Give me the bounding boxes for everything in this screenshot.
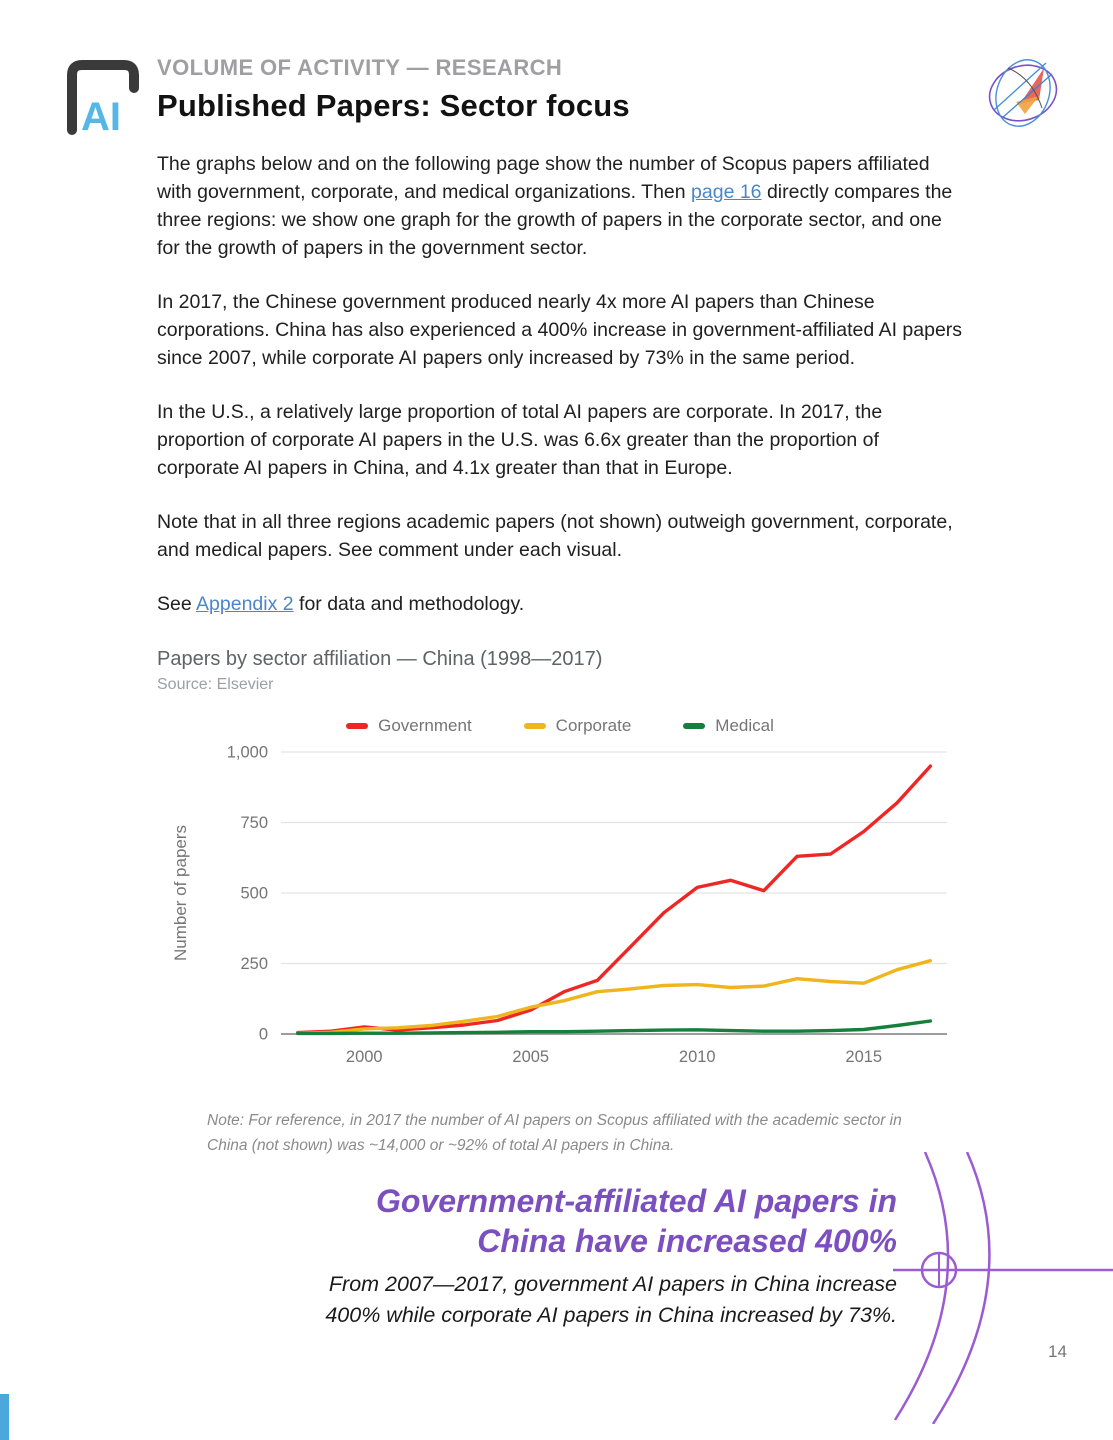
legend-label-corporate: Corporate bbox=[555, 716, 632, 735]
y-tick-label: 0 bbox=[258, 1025, 268, 1044]
page-number: 14 bbox=[1048, 1342, 1067, 1361]
purple-decoration bbox=[885, 1152, 1113, 1424]
content-column bbox=[157, 150, 963, 1331]
callout-heading-line1: Government-affiliated AI papers in bbox=[376, 1182, 897, 1219]
callout-heading-line2: China have increased 400% bbox=[477, 1222, 897, 1259]
callout-block bbox=[157, 1181, 897, 1331]
callout-body-line1: From 2007—2017, government AI papers in China increase bbox=[328, 1271, 897, 1296]
y-tick-label: 1,000 bbox=[226, 743, 268, 762]
x-tick-label: 2000 bbox=[345, 1048, 383, 1066]
paragraph-5 bbox=[157, 590, 963, 618]
paragraph-3: In the U.S., a relatively large proportion of total AI papers are corporate. In 2017, the proportion of corporate AI papers in the U.S. was 6.6x greater than the proportion of corporate AI papers in China, and 4.1x greater than that in Europe. bbox=[157, 401, 883, 479]
paragraph-1 bbox=[157, 150, 963, 262]
legend-label-medical: Medical bbox=[715, 716, 774, 735]
x-tick-label: 2010 bbox=[678, 1048, 716, 1066]
sphere-ellipse-2 bbox=[987, 52, 1059, 134]
page-title: Published Papers: Sector focus bbox=[157, 88, 630, 123]
chart-legend bbox=[157, 716, 963, 736]
legend-item-corporate bbox=[524, 716, 632, 736]
header bbox=[0, 0, 1113, 124]
legend-label-government: Government bbox=[378, 716, 472, 735]
ai-index-logo-icon bbox=[58, 58, 146, 138]
appendix-2-link[interactable]: Appendix 2 bbox=[196, 593, 294, 615]
paragraph-2: In 2017, the Chinese government produced nearly 4x more AI papers than Chinese corporations. China has also experienced a 400% increase in government-affiliated AI papers since 2007, while corporate AI papers only increased by 73% in the same period. bbox=[157, 291, 963, 369]
purple-decoration-icon bbox=[885, 1152, 1113, 1424]
y-tick-label: 500 bbox=[240, 884, 268, 903]
y-tick-label: 750 bbox=[240, 814, 268, 832]
callout-heading bbox=[157, 1181, 897, 1261]
paragraph-5-text: See bbox=[157, 593, 197, 615]
chart-area bbox=[169, 740, 963, 1075]
x-tick-label: 2015 bbox=[845, 1048, 883, 1066]
callout-body-line2: 400% while corporate AI papers in China increased by 73%. bbox=[325, 1302, 897, 1327]
callout-body bbox=[157, 1269, 897, 1331]
legend-swatch-government bbox=[346, 723, 368, 729]
bottom-blue-bar bbox=[0, 1394, 9, 1440]
ai-index-logo bbox=[58, 58, 146, 138]
sphere-logo bbox=[980, 50, 1066, 136]
paragraph-4: Note that in all three regions academic papers (not shown) outweigh government, corporate, and medical papers. See comment under each visual. bbox=[157, 511, 953, 561]
x-tick-label: 2005 bbox=[512, 1048, 550, 1066]
line-chart bbox=[169, 740, 959, 1070]
logo-ai-text: AI bbox=[81, 95, 121, 138]
legend-swatch-medical bbox=[683, 723, 705, 729]
legend-swatch-corporate bbox=[524, 723, 546, 729]
sphere-ellipse-1 bbox=[982, 57, 1063, 129]
legend-item-government bbox=[346, 716, 472, 736]
section-kicker: VOLUME OF ACTIVITY — RESEARCH bbox=[157, 55, 563, 80]
paragraph-1-text-after: directly compares the three regions: we show one graph for the growth of papers in the corporate sector, and one for the growth of papers in the government sector. bbox=[157, 181, 953, 259]
series-line-corporate bbox=[298, 961, 931, 1033]
chart-source: Source: Elsevier bbox=[157, 676, 274, 693]
page-16-link[interactable]: page 16 bbox=[691, 181, 762, 203]
sphere-logo-icon bbox=[980, 50, 1066, 136]
legend-item-medical bbox=[683, 716, 774, 736]
series-line-government bbox=[298, 766, 931, 1033]
chart-title: Papers by sector affiliation — China (1998—2017) bbox=[157, 648, 603, 670]
paragraph-1-text: The graphs below and on the following page show the number of Scopus papers affiliated with government, corporate, and medical organizations. Then bbox=[157, 153, 930, 203]
y-tick-label: 250 bbox=[240, 955, 268, 973]
chart-footnote: Note: For reference, in 2017 the number of AI papers on Scopus affiliated with the academic sector in China (not shown) was ~14,000 or ~92% of total AI papers in China. bbox=[207, 1112, 902, 1154]
paragraph-5-text-after: for data and methodology. bbox=[293, 593, 525, 615]
y-axis-label: Number of papers bbox=[171, 824, 190, 962]
